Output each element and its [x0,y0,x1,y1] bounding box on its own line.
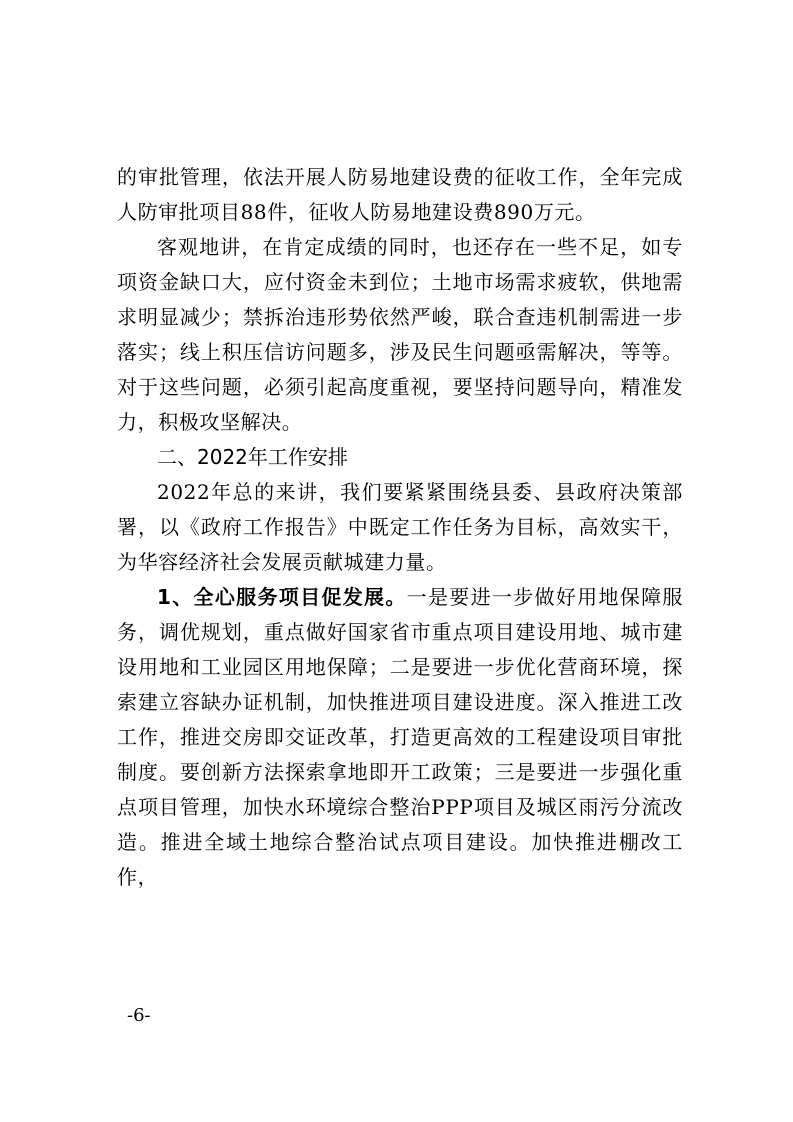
page-number: -6- [127,1005,151,1026]
body-text [117,160,683,895]
paragraph-shortcomings: 客观地讲，在肯定成绩的同时，也还存在一些不足，如专项资金缺口大，应付资金未到位；土地市场需求疲软，供地需求明显减少；禁拆治违形势依然严峻，联合查违机制需进一步落实；线上积压信访问题多，涉及民生问题亟需解决，等等。对于这些问题，必须引起高度重视，要坚持问题导向，精准发力，积极攻坚解决。 [117,235,683,434]
item-1-lead: 1、全心服务项目促发展。 [157,585,407,609]
section-heading: 二、2022年工作安排 [157,445,348,469]
paragraph-overview: 2022年总的来讲，我们要紧紧围绕县委、县政府决策部署，以《政府工作报告》中既定工作任务为目标，高效实干，为华容经济社会发展贡献城建力量。 [117,480,683,574]
paragraph-continuation: 的审批管理，依法开展人防易地建设费的征收工作，全年完成人防审批项目88件，征收人防易地建设费890万元。 [117,165,683,224]
item-1-body: 一是要进一步做好用地保障服务，调优规划，重点做好国家省市重点项目建设用地、城市建设用地和工业园区用地保障；二是要进一步优化营商环境，探索建立容缺办证机制，加快推进项目建设进度。深入推进工改工作，推进交房即交证改革，打造更高效的工程建设项目审批制度。要创新方法探索拿地即开工政策；三是要进一步强化重点项目管理，加快水环境综合整治PPP项目及城区雨污分流改造。推进全域土地综合整治试点项目建设。加快推进棚改工作， [117,585,683,889]
paragraph-item-1 [117,580,683,895]
